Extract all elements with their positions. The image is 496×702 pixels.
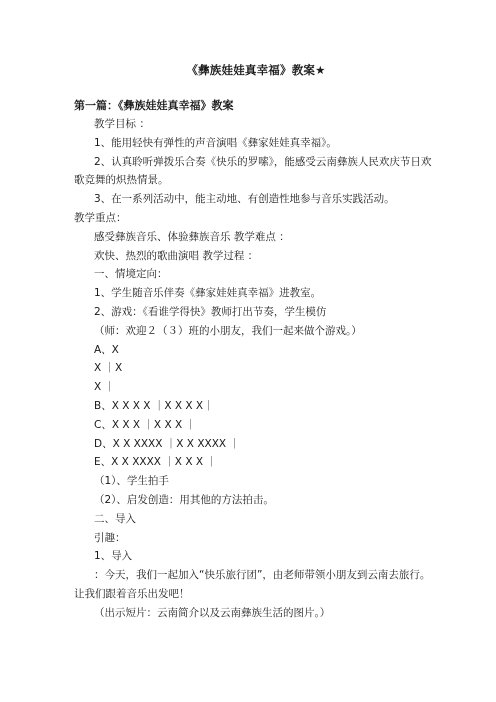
body-line-step-1-heading: 一、情境定向： <box>94 268 168 281</box>
section-heading: 第一篇：《彝族娃娃真幸福》教案 <box>74 99 234 112</box>
body-line-objective-1: 1、能用轻快有弹性的声音演唱《彝家娃娃真幸福》。 <box>94 136 337 149</box>
body-line-show-clip: （出示短片：云南简介以及云南彝族生活的图片。） <box>94 606 331 619</box>
body-line-objective-3: 3、在一系列活动中，能主动地、有创造性地参与音乐实践活动。 <box>94 193 395 206</box>
body-line-key-points-label: 教学重点： <box>74 211 127 224</box>
body-line-step-1-item-2: 2、游戏：《看谁学得快》教师打出节奏，学生模仿 <box>94 305 327 318</box>
body-line-rhythm-e: E、X X XXXX ｜X X X ｜ <box>94 456 217 469</box>
body-line-step-1-item-1: 1、学生随音乐伴奏《彝家娃娃真幸福》进教室。 <box>94 287 322 300</box>
body-line-objectives-label: 教学目标 ： <box>94 118 150 130</box>
body-line-rhythm-c: C、X X X ｜X X X ｜ <box>94 418 197 431</box>
body-line-rhythm-a-2: X ｜X <box>94 362 123 375</box>
body-line-activity-1: （1）、学生拍手 <box>94 475 169 488</box>
body-line-activity-2: （2）、启发创造：用其他的方法拍击。 <box>94 493 274 506</box>
body-line-intro-item-1: 1、导入 <box>94 550 133 563</box>
body-line-rhythm-b: B、X X X X ｜X X X X｜ <box>94 399 214 412</box>
body-line-intro-text: ：今天，我们一起加入“快乐旅行团”，由老师带领小朋友到云南去旅行。让我们跟着音乐出发吧！ <box>74 569 431 600</box>
body-line-key-points: 感受彝族音乐、体验彝族音乐 教学难点 ： <box>94 230 290 243</box>
document-title: 《彝族娃娃真幸福》教案★ <box>186 63 326 77</box>
body-line-teacher-note: （师：欢迎２（３）班的小朋友，我们一起来做个游戏。） <box>94 324 362 337</box>
body-line-objective-2: 2、认真聆听弹拨乐合奏《快乐的罗嗦》，能感受云南彝族人民欢庆节日欢歌竞舞的炽热情景。 <box>74 155 432 187</box>
body-line-step-2-heading: 二、导入 <box>94 512 136 525</box>
body-line-rhythm-a: A、X <box>94 343 119 356</box>
body-line-intro-label: 引趣： <box>94 531 126 544</box>
body-line-rhythm-a-3: X ｜ <box>94 381 116 394</box>
body-line-difficulty: 欢快、热烈的歌曲演唱 教学过程 ： <box>94 249 259 262</box>
body-line-rhythm-d: D、X X XXXX ｜X X XXXX ｜ <box>94 437 240 450</box>
